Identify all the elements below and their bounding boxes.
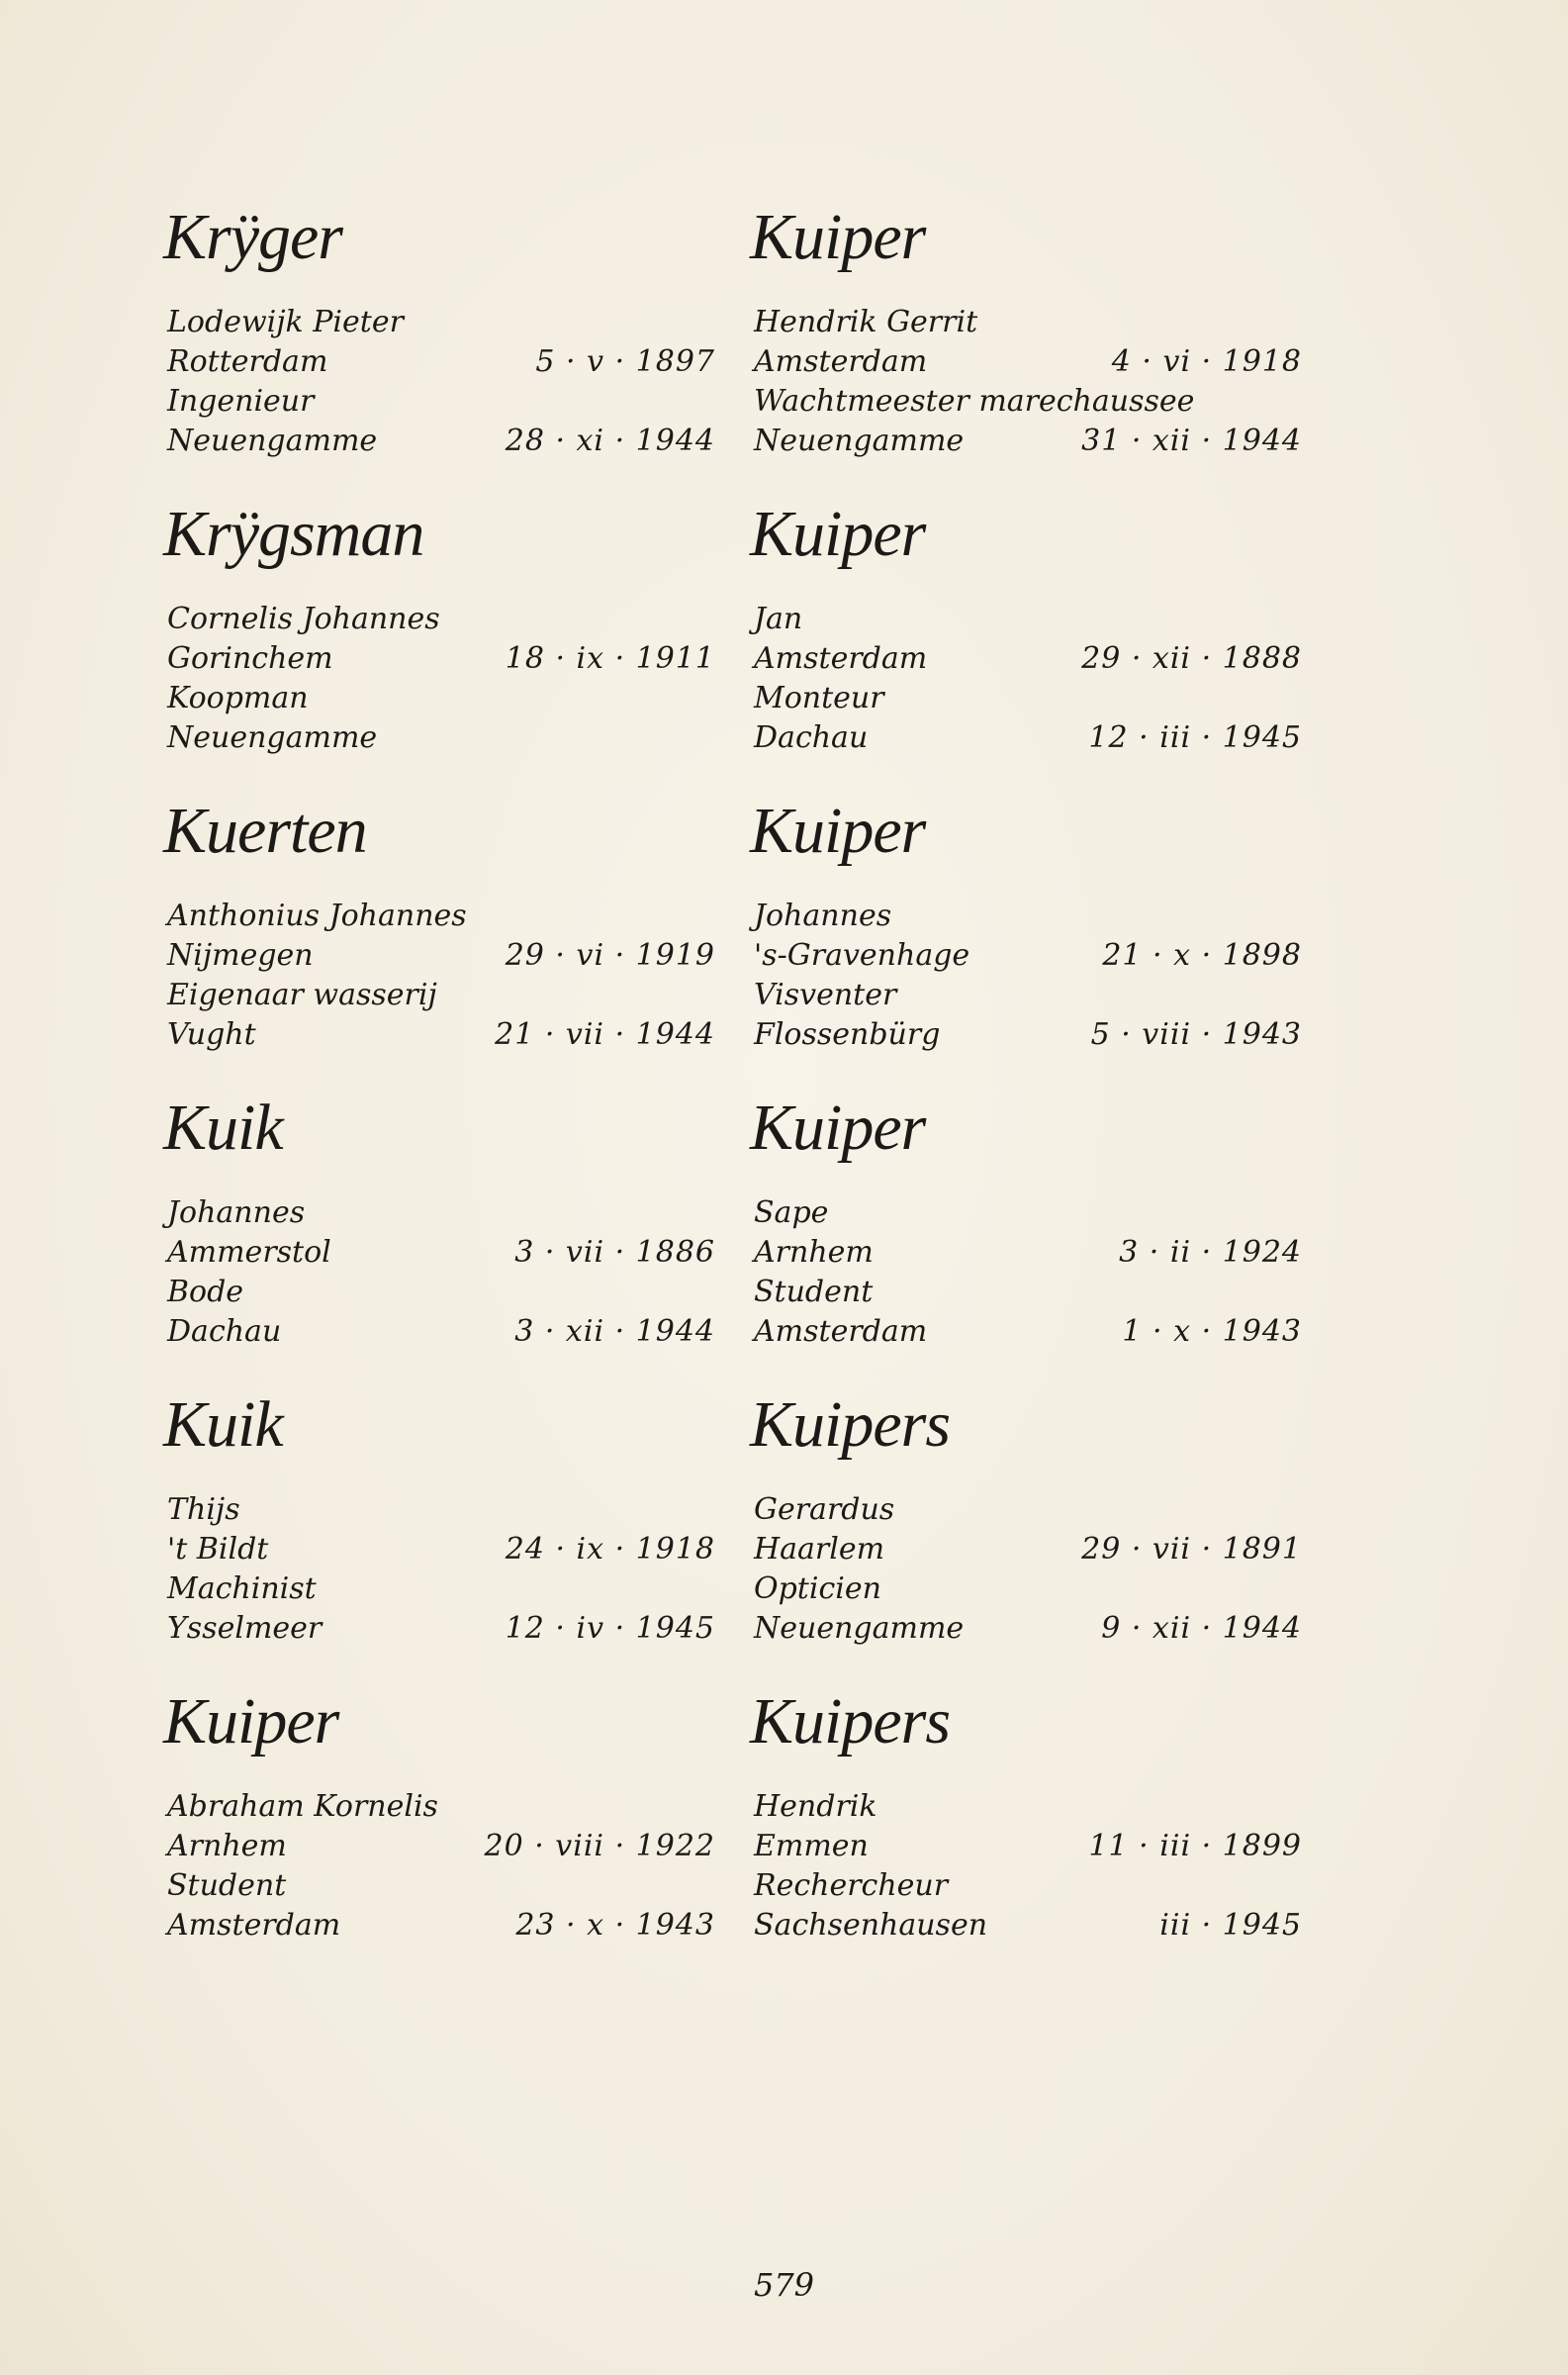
left-column — [163, 198, 717, 1979]
death-place: Neuengamme — [754, 424, 965, 458]
occupation: Bode — [167, 1275, 244, 1309]
given-names-row — [163, 303, 717, 342]
surname: Kuiper — [750, 498, 926, 570]
given-names-row — [750, 897, 1304, 936]
occupation: Student — [754, 1275, 874, 1309]
occupation-row — [750, 976, 1304, 1015]
occupation: Eigenaar wasserij — [167, 978, 437, 1012]
surname: Kuiper — [750, 1092, 926, 1164]
surname: Kuiper — [750, 795, 926, 867]
occupation-row — [750, 1273, 1304, 1312]
birth-row — [750, 1827, 1304, 1866]
death-place: Amsterdam — [167, 1908, 341, 1943]
right-column — [750, 198, 1304, 1979]
occupation-row — [750, 1866, 1304, 1906]
given-names-row — [163, 600, 717, 639]
death-date: 12 · iv · 1945 — [505, 1611, 715, 1646]
entry-kuiper-jan — [750, 495, 1304, 792]
birthplace: 's-Gravenhage — [754, 938, 970, 973]
death-place: Amsterdam — [754, 1314, 928, 1349]
entry-kuerten — [163, 792, 717, 1089]
birthplace: Haarlem — [754, 1532, 885, 1567]
surname: Kuiper — [750, 201, 926, 273]
birth-row — [163, 1530, 717, 1569]
death-place: Neuengamme — [754, 1611, 965, 1646]
birth-date: 24 · ix · 1918 — [505, 1532, 715, 1567]
death-date: 1 · x · 1943 — [1122, 1314, 1302, 1349]
entry-kuiper-johannes — [750, 792, 1304, 1089]
given-names: Hendrik Gerrit — [754, 305, 978, 339]
birthplace: Gorinchem — [167, 641, 333, 676]
death-date: iii · 1945 — [1159, 1908, 1302, 1943]
occupation: Rechercheur — [754, 1868, 949, 1903]
birth-date: 5 · v · 1897 — [535, 344, 715, 379]
birth-date: 20 · viii · 1922 — [484, 1829, 715, 1863]
death-place: Sachsenhausen — [754, 1908, 988, 1943]
birth-date: 3 · ii · 1924 — [1119, 1235, 1302, 1270]
given-names-row — [750, 600, 1304, 639]
death-place: Neuengamme — [167, 424, 378, 458]
death-date: 21 · vii · 1944 — [495, 1017, 715, 1052]
death-place: Dachau — [754, 720, 869, 755]
birth-row — [163, 342, 717, 382]
entry-krygsman — [163, 495, 717, 792]
birthplace: 't Bildt — [167, 1532, 269, 1567]
birth-date: 11 · iii · 1899 — [1088, 1829, 1302, 1863]
occupation: Koopman — [167, 681, 309, 715]
birth-date: 29 · vi · 1919 — [505, 938, 715, 973]
occupation-row — [163, 679, 717, 718]
birth-row — [163, 936, 717, 976]
surname: Krÿgsman — [163, 498, 424, 570]
birth-date: 29 · vii · 1891 — [1081, 1532, 1302, 1567]
death-date: 9 · xii · 1944 — [1101, 1611, 1302, 1646]
birthplace: Arnhem — [167, 1829, 287, 1863]
birth-date: 18 · ix · 1911 — [505, 641, 715, 676]
occupation-row — [163, 1273, 717, 1312]
given-names-row — [750, 303, 1304, 342]
birth-row — [750, 639, 1304, 679]
birthplace: Amsterdam — [754, 641, 928, 676]
given-names: Sape — [754, 1195, 829, 1230]
occupation-row — [163, 976, 717, 1015]
occupation: Ingenieur — [167, 384, 315, 419]
occupation: Wachtmeester marechaussee — [754, 384, 1195, 419]
death-place: Dachau — [167, 1314, 282, 1349]
death-row — [750, 718, 1304, 758]
occupation: Student — [167, 1868, 287, 1903]
death-row — [750, 422, 1304, 461]
given-names: Hendrik — [754, 1789, 877, 1824]
birthplace: Emmen — [754, 1829, 869, 1863]
death-date: 12 · iii · 1945 — [1088, 720, 1302, 755]
birth-row — [750, 1530, 1304, 1569]
given-names-row — [163, 1193, 717, 1233]
surname: Kuipers — [750, 1388, 951, 1461]
occupation-row — [750, 679, 1304, 718]
given-names-row — [750, 1490, 1304, 1530]
occupation-row — [750, 382, 1304, 422]
birth-row — [163, 639, 717, 679]
entry-kuipers-gerardus — [750, 1385, 1304, 1682]
given-names-row — [163, 897, 717, 936]
given-names: Jan — [754, 602, 803, 636]
given-names-row — [750, 1193, 1304, 1233]
birthplace: Arnhem — [754, 1235, 874, 1270]
entry-kuik-johannes — [163, 1089, 717, 1385]
page-number: 579 — [753, 2266, 815, 2304]
death-row — [163, 1906, 717, 1946]
birthplace: Ammerstol — [167, 1235, 331, 1270]
surname: Kuipers — [750, 1685, 951, 1758]
birth-row — [750, 1233, 1304, 1273]
entry-kuiper-sape — [750, 1089, 1304, 1385]
death-row — [750, 1312, 1304, 1352]
entry-kuiper-hendrik-gerrit — [750, 198, 1304, 495]
entry-kuik-thijs — [163, 1385, 717, 1682]
birth-row — [163, 1233, 717, 1273]
surname: Kuiper — [163, 1685, 339, 1758]
entry-kryger — [163, 198, 717, 495]
given-names-row — [750, 1787, 1304, 1827]
death-row — [163, 1312, 717, 1352]
death-row — [750, 1906, 1304, 1946]
death-row — [163, 1609, 717, 1649]
given-names: Thijs — [167, 1492, 240, 1527]
surname: Kuik — [163, 1092, 283, 1164]
entry-kuiper-abraham — [163, 1682, 717, 1979]
occupation-row — [163, 1866, 717, 1906]
death-place: Neuengamme — [167, 720, 378, 755]
death-row — [163, 718, 717, 758]
death-date: 3 · xii · 1944 — [514, 1314, 715, 1349]
death-row — [163, 1015, 717, 1055]
given-names-row — [163, 1787, 717, 1827]
death-date: 23 · x · 1943 — [515, 1908, 715, 1943]
death-date: 5 · viii · 1943 — [1090, 1017, 1302, 1052]
given-names: Cornelis Johannes — [167, 602, 440, 636]
occupation-row — [750, 1569, 1304, 1609]
occupation: Monteur — [754, 681, 884, 715]
birth-date: 29 · xii · 1888 — [1081, 641, 1302, 676]
birth-row — [163, 1827, 717, 1866]
entry-kuipers-hendrik — [750, 1682, 1304, 1979]
occupation-row — [163, 382, 717, 422]
birth-date: 21 · x · 1898 — [1102, 938, 1302, 973]
surname: Kuik — [163, 1388, 283, 1461]
death-place: Ysselmeer — [167, 1611, 323, 1646]
death-place: Vught — [167, 1017, 256, 1052]
death-row — [750, 1015, 1304, 1055]
birth-row — [750, 936, 1304, 976]
birthplace: Amsterdam — [754, 344, 928, 379]
given-names: Abraham Kornelis — [167, 1789, 438, 1824]
occupation: Visventer — [754, 978, 897, 1012]
given-names: Johannes — [754, 899, 892, 933]
birth-date: 3 · vii · 1886 — [514, 1235, 715, 1270]
birthplace: Rotterdam — [167, 344, 328, 379]
surname: Kuerten — [163, 795, 367, 867]
death-date: 31 · xii · 1944 — [1081, 424, 1302, 458]
occupation: Opticien — [754, 1571, 881, 1606]
given-names-row — [163, 1490, 717, 1530]
given-names: Anthonius Johannes — [167, 899, 467, 933]
birth-row — [750, 342, 1304, 382]
surname: Krÿger — [163, 201, 342, 273]
occupation-row — [163, 1569, 717, 1609]
birthplace: Nijmegen — [167, 938, 314, 973]
given-names: Johannes — [167, 1195, 306, 1230]
occupation: Machinist — [167, 1571, 317, 1606]
birth-date: 4 · vi · 1918 — [1111, 344, 1302, 379]
death-row — [750, 1609, 1304, 1649]
given-names: Gerardus — [754, 1492, 895, 1527]
death-place: Flossenbürg — [754, 1017, 941, 1052]
death-row — [163, 422, 717, 461]
given-names: Lodewijk Pieter — [167, 305, 404, 339]
death-date: 28 · xi · 1944 — [505, 424, 715, 458]
